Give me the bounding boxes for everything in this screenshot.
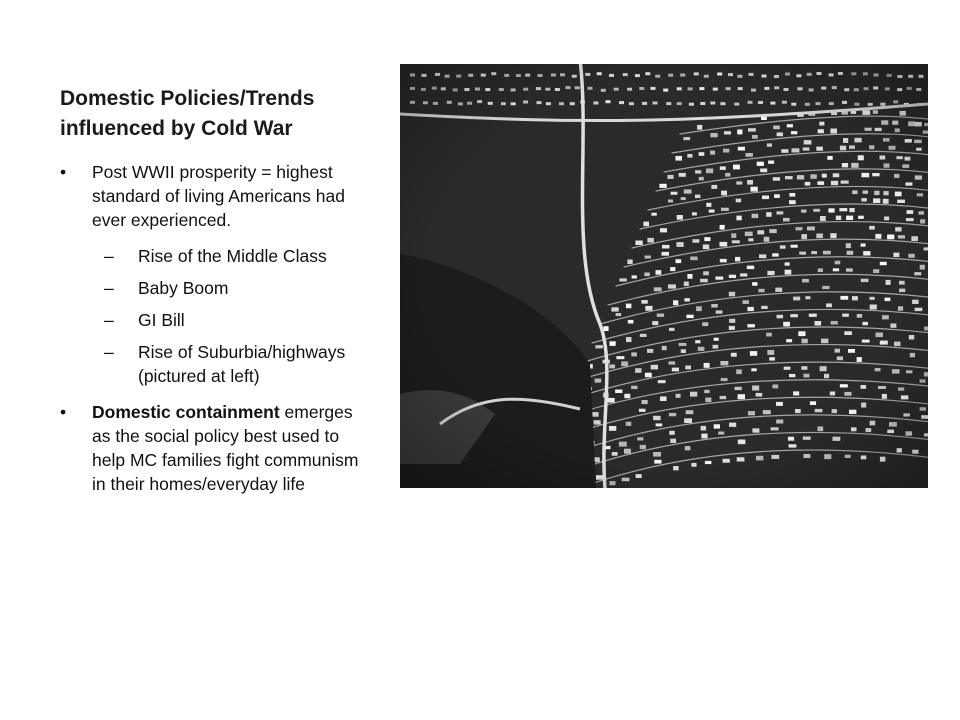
sub-bullet-item-4 <box>60 340 360 388</box>
bullet-bold-text: Domestic containment <box>92 402 280 422</box>
aerial-suburb-image <box>400 64 928 488</box>
bullet-item-2 <box>60 400 360 496</box>
sub-bullet-item-1 <box>60 244 360 268</box>
slide-title: Domestic Policies/Trends influenced by Cold War <box>60 87 315 140</box>
dash-icon: – <box>104 278 114 298</box>
bullet-list <box>60 160 360 508</box>
sub-bullet-text: Rise of the Middle Class <box>138 246 327 266</box>
aerial-suburb-photo <box>400 64 928 488</box>
bullet-text: emerges as the social policy best used to help MC families fight communism in their homes/everyday life <box>92 402 359 494</box>
sub-bullet-text: GI Bill <box>138 310 185 330</box>
dash-icon: – <box>104 310 114 330</box>
dash-icon: – <box>104 342 114 362</box>
bullet-item-1 <box>60 160 360 232</box>
bullet-text: Post WWII prosperity = highest standard of living Americans had ever experienced. <box>92 162 345 230</box>
dash-icon: – <box>104 246 114 266</box>
bullet-icon: • <box>60 402 67 422</box>
sub-bullet-text: Baby Boom <box>138 278 229 298</box>
sub-bullet-text: Rise of Suburbia/highways (pictured at left) <box>138 342 346 386</box>
sub-bullet-item-3 <box>60 308 360 332</box>
bullet-icon: • <box>60 162 67 182</box>
sub-bullet-item-2 <box>60 276 360 300</box>
